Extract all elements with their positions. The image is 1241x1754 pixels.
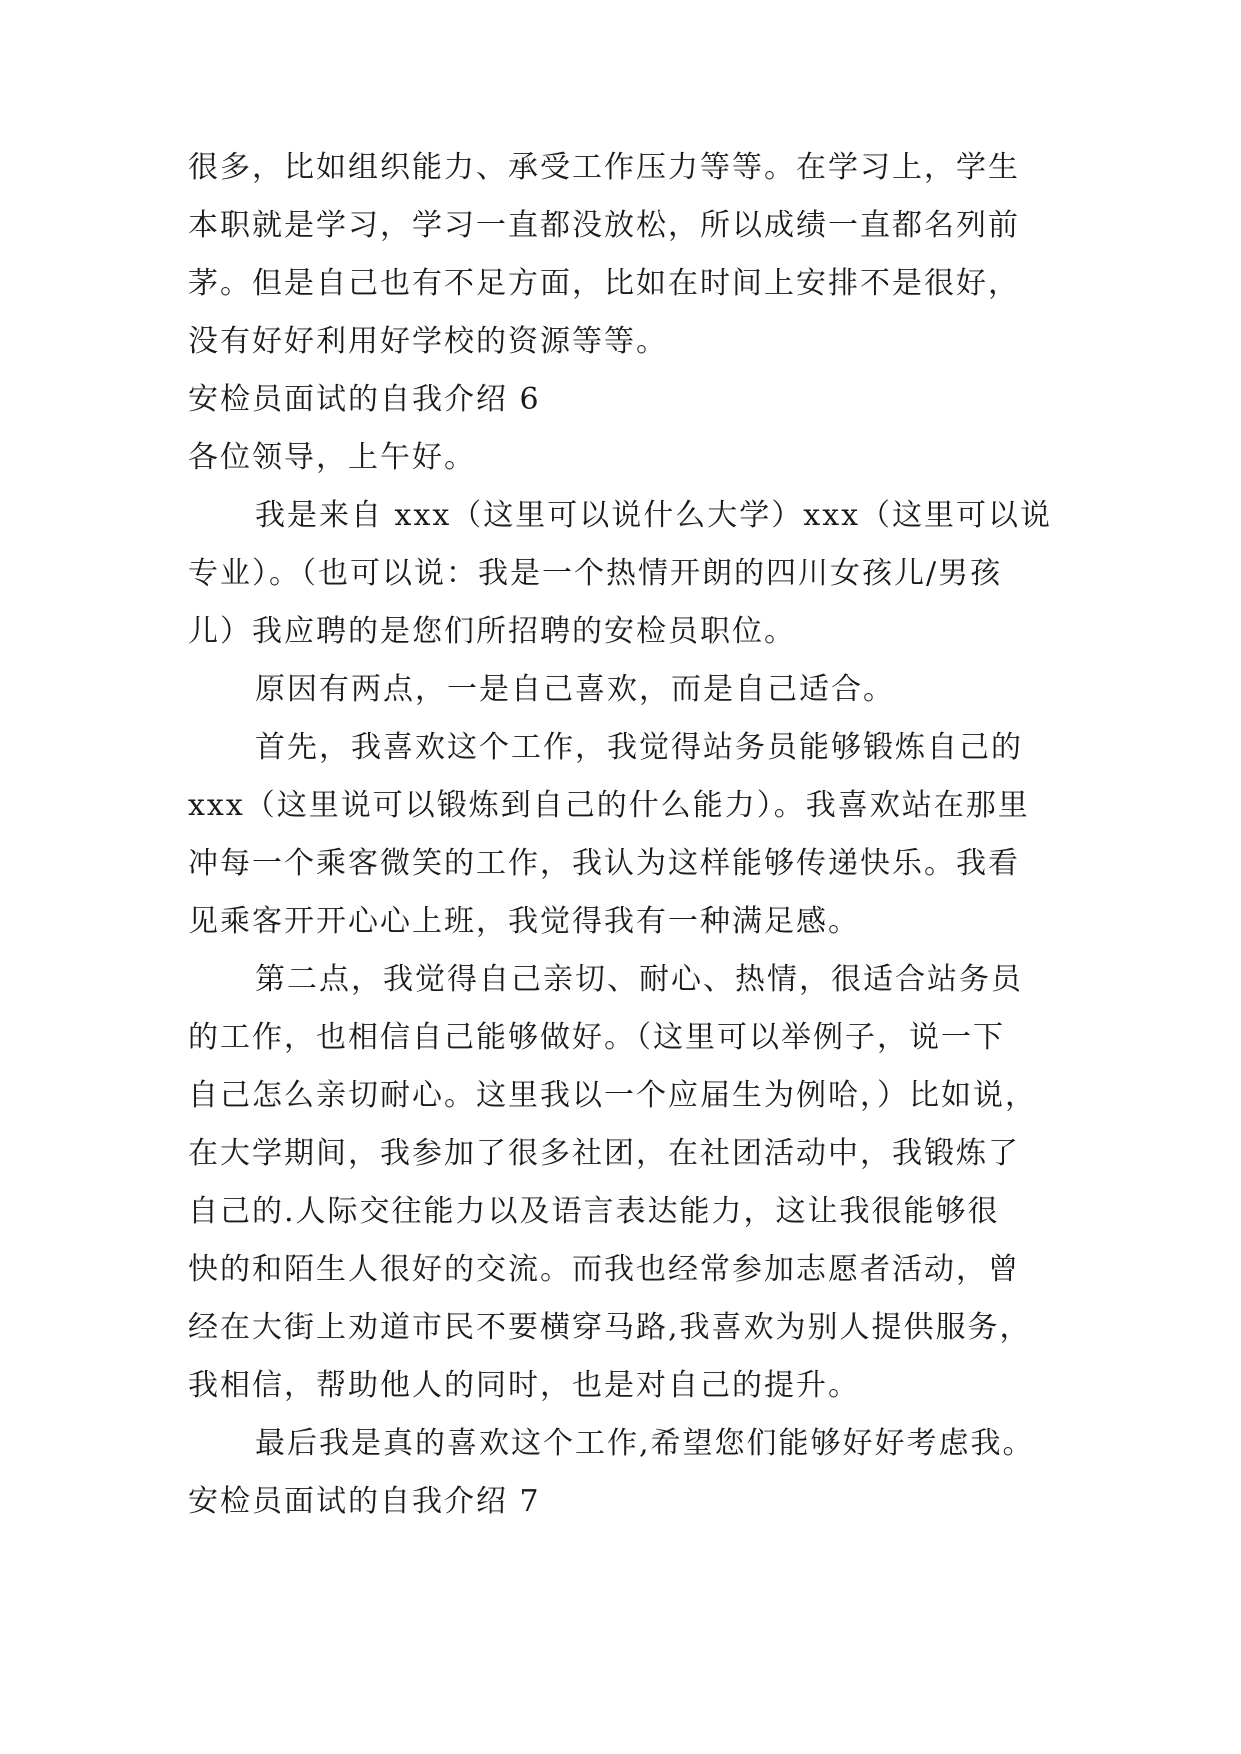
text-line: 自己怎么亲切耐心。这里我以一个应届生为例哈，）比如说， [188,1078,1037,1113]
text-line: 很多，比如组织能力、承受工作压力等等。在学习上，学生 [188,150,1020,185]
text-line: 快的和陌生人很好的交流。而我也经常参加志愿者活动，曾 [188,1252,1020,1287]
text-line: 的工作，也相信自己能够做好。（这里可以举例子，说一下 [188,1020,1005,1055]
section-heading: 安检员面试的自我介绍 7 [188,1484,541,1519]
text-line: 冲每一个乘客微笑的工作，我认为这样能够传递快乐。我看 [188,846,1020,881]
text-line: 儿）我应聘的是您们所招聘的安检员职位。 [188,614,796,649]
greeting: 各位领导，上午好。 [188,440,476,475]
text-line: 专业）。（也可以说：我是一个热情开朗的四川女孩儿/男孩 [188,556,1003,591]
text-line: 本职就是学习，学习一直都没放松，所以成绩一直都名列前 [188,208,1020,243]
text-line: 没有好好利用好学校的资源等等。 [188,324,668,359]
paragraph-start: 我是来自 xxx（这里可以说什么大学）xxx（这里可以说 [255,498,1053,533]
text-line: xxx（这里说可以锻炼到自己的什么能力）。我喜欢站在那里 [188,788,1030,823]
section-heading: 安检员面试的自我介绍 6 [188,382,541,417]
text-line: 我相信，帮助他人的同时，也是对自己的提升。 [188,1368,860,1403]
paragraph-start: 最后我是真的喜欢这个工作,希望您们能够好好考虑我。 [255,1426,1035,1461]
text-line: 自己的.人际交往能力以及语言表达能力，这让我很能够很 [188,1194,1000,1229]
paragraph-start: 第二点，我觉得自己亲切、耐心、热情，很适合站务员 [255,962,1023,997]
text-line: 见乘客开开心心上班，我觉得我有一种满足感。 [188,904,860,939]
paragraph-start: 首先，我喜欢这个工作，我觉得站务员能够锻炼自己的 [255,730,1023,765]
paragraph-start: 原因有两点，一是自己喜欢，而是自己适合。 [255,672,895,707]
text-line: 经在大街上劝道市民不要横穿马路,我喜欢为别人提供服务， [188,1310,1032,1345]
text-line: 在大学期间，我参加了很多社团，在社团活动中，我锻炼了 [188,1136,1020,1171]
text-line: 茅。但是自己也有不足方面，比如在时间上安排不是很好， [188,266,1020,301]
